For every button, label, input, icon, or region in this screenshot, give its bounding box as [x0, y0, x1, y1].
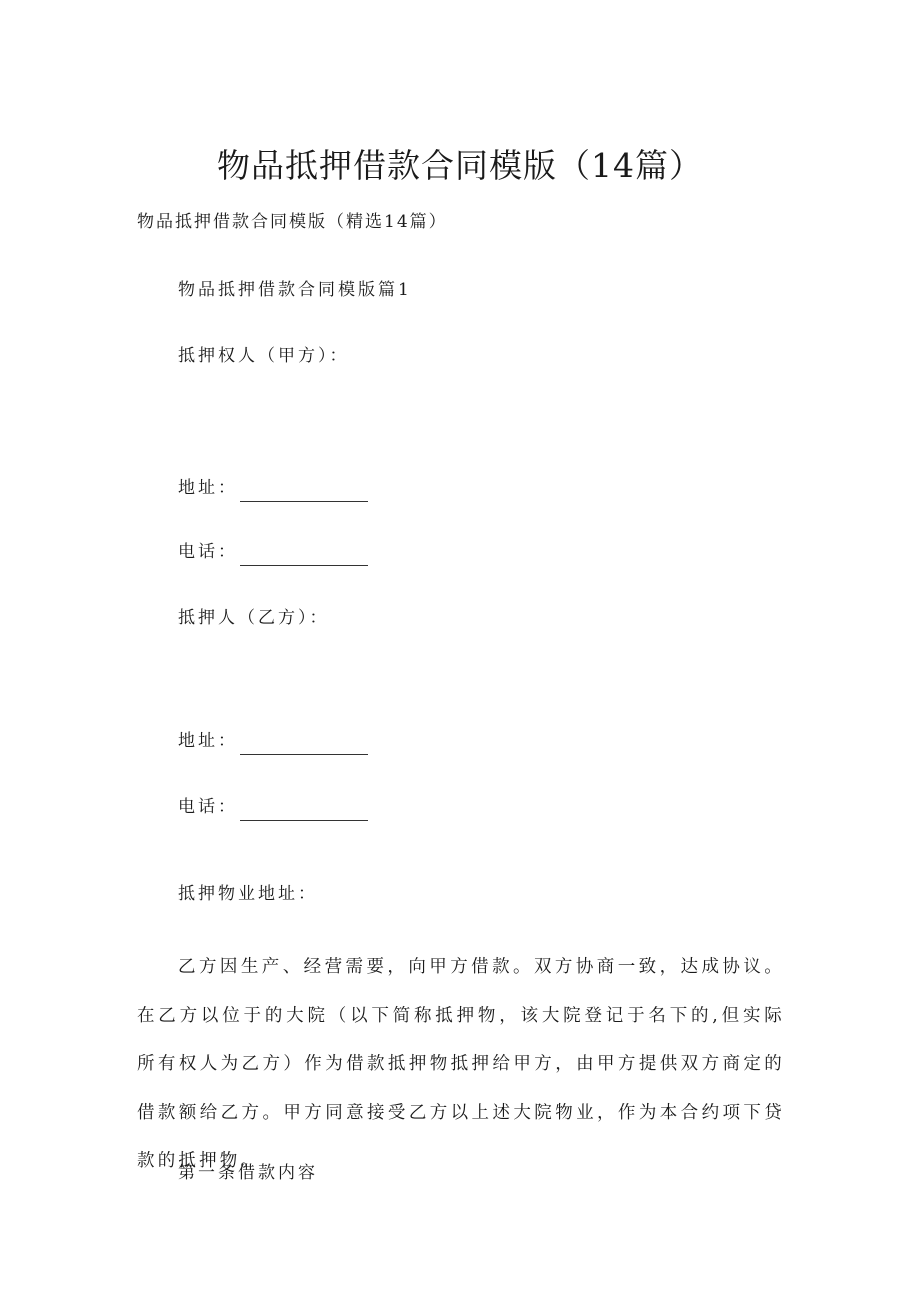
party-b-address-row — [178, 727, 368, 755]
document-subtitle: 物品抵押借款合同模版（精选14篇） — [137, 212, 448, 232]
party-b-phone-label: 电话： — [178, 797, 238, 817]
party-b-phone-row — [178, 793, 368, 821]
party-a-address-blank[interactable] — [240, 481, 368, 502]
party-b-address-label: 地址： — [178, 731, 238, 751]
party-a-label: 抵押权人（甲方）： — [178, 346, 350, 366]
party-b-label: 抵押人（乙方）： — [178, 608, 330, 628]
party-a-phone-row — [178, 538, 368, 566]
party-a-phone-label: 电话： — [178, 542, 238, 562]
party-a-address-label: 地址： — [178, 478, 238, 498]
article-1-heading: 第一条借款内容 — [178, 1163, 318, 1183]
party-b-phone-blank[interactable] — [240, 800, 368, 821]
body-paragraph: 乙方因生产、经营需要，向甲方借款。双方协商一致，达成协议。在乙方以位于的大院（以下简称抵押物，该大院登记于名下的,但实际所有权人为乙方）作为借款抵押物抵押给甲方，由甲方提供双方商定的借款额给乙方。甲方同意接受乙方以上述大院物业，作为本合约项下贷款的抵押物。 — [137, 957, 785, 1171]
property-address-label: 抵押物业地址： — [178, 884, 318, 904]
section-heading: 物品抵押借款合同模版篇1 — [178, 280, 412, 300]
party-a-address-row — [178, 474, 368, 502]
party-a-phone-blank[interactable] — [240, 545, 368, 566]
party-b-address-blank[interactable] — [240, 734, 368, 755]
document-title: 物品抵押借款合同模版（14篇） — [217, 146, 703, 185]
